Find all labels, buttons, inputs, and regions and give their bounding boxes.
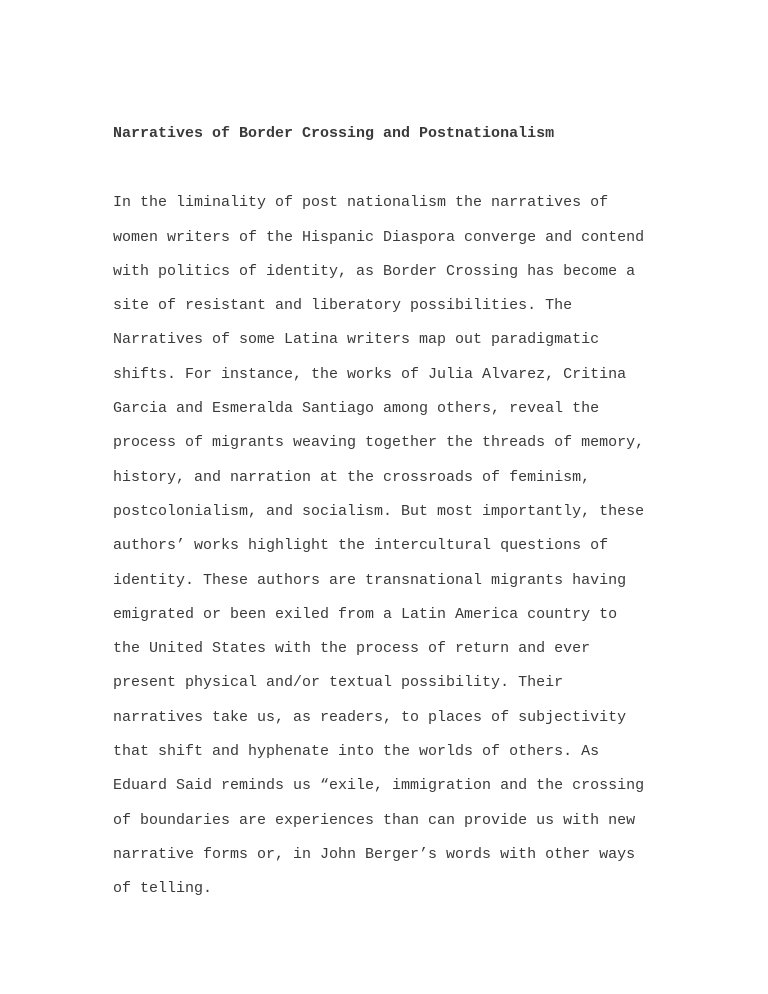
text-line: identity. These authors are transnational migrants having: [113, 571, 627, 589]
text-line: shifts. For instance, the works of Julia Alvarez, Critina: [113, 365, 627, 383]
text-line: emigrated or been exiled from a Latin America country to: [113, 605, 618, 623]
document-paragraph: [113, 186, 678, 906]
text-line: Narratives of some Latina writers map out paradigmatic: [113, 331, 600, 349]
text-line: In the liminality of post nationalism the narratives of: [113, 194, 609, 212]
text-line: narratives take us, as readers, to places of subjectivity: [113, 708, 627, 726]
text-line: the United States with the process of return and ever: [113, 640, 591, 658]
text-line: authors’ works highlight the intercultural questions of: [113, 537, 609, 555]
text-line: narrative forms or, in John Berger’s words with other ways: [113, 845, 636, 863]
text-line: of boundaries are experiences than can provide us with new: [113, 811, 636, 829]
text-line: process of migrants weaving together the threads of memory,: [113, 434, 645, 452]
text-line: history, and narration at the crossroads of feminism,: [113, 468, 591, 486]
text-line: that shift and hyphenate into the worlds of others. As: [113, 743, 600, 761]
text-line: Garcia and Esmeralda Santiago among others, reveal the: [113, 400, 600, 418]
text-line: Eduard Said reminds us “exile, immigration and the crossing: [113, 777, 645, 795]
text-line: postcolonialism, and socialism. But most importantly, these: [113, 502, 645, 520]
text-line: of telling.: [113, 880, 213, 898]
text-line: site of resistant and liberatory possibilities. The: [113, 297, 573, 315]
text-line: with politics of identity, as Border Crossing has become a: [113, 262, 636, 280]
document-title: Narratives of Border Crossing and Postnationalism: [113, 125, 555, 142]
text-line: women writers of the Hispanic Diaspora converge and contend: [113, 228, 645, 246]
text-line: present physical and/or textual possibility. Their: [113, 674, 564, 692]
